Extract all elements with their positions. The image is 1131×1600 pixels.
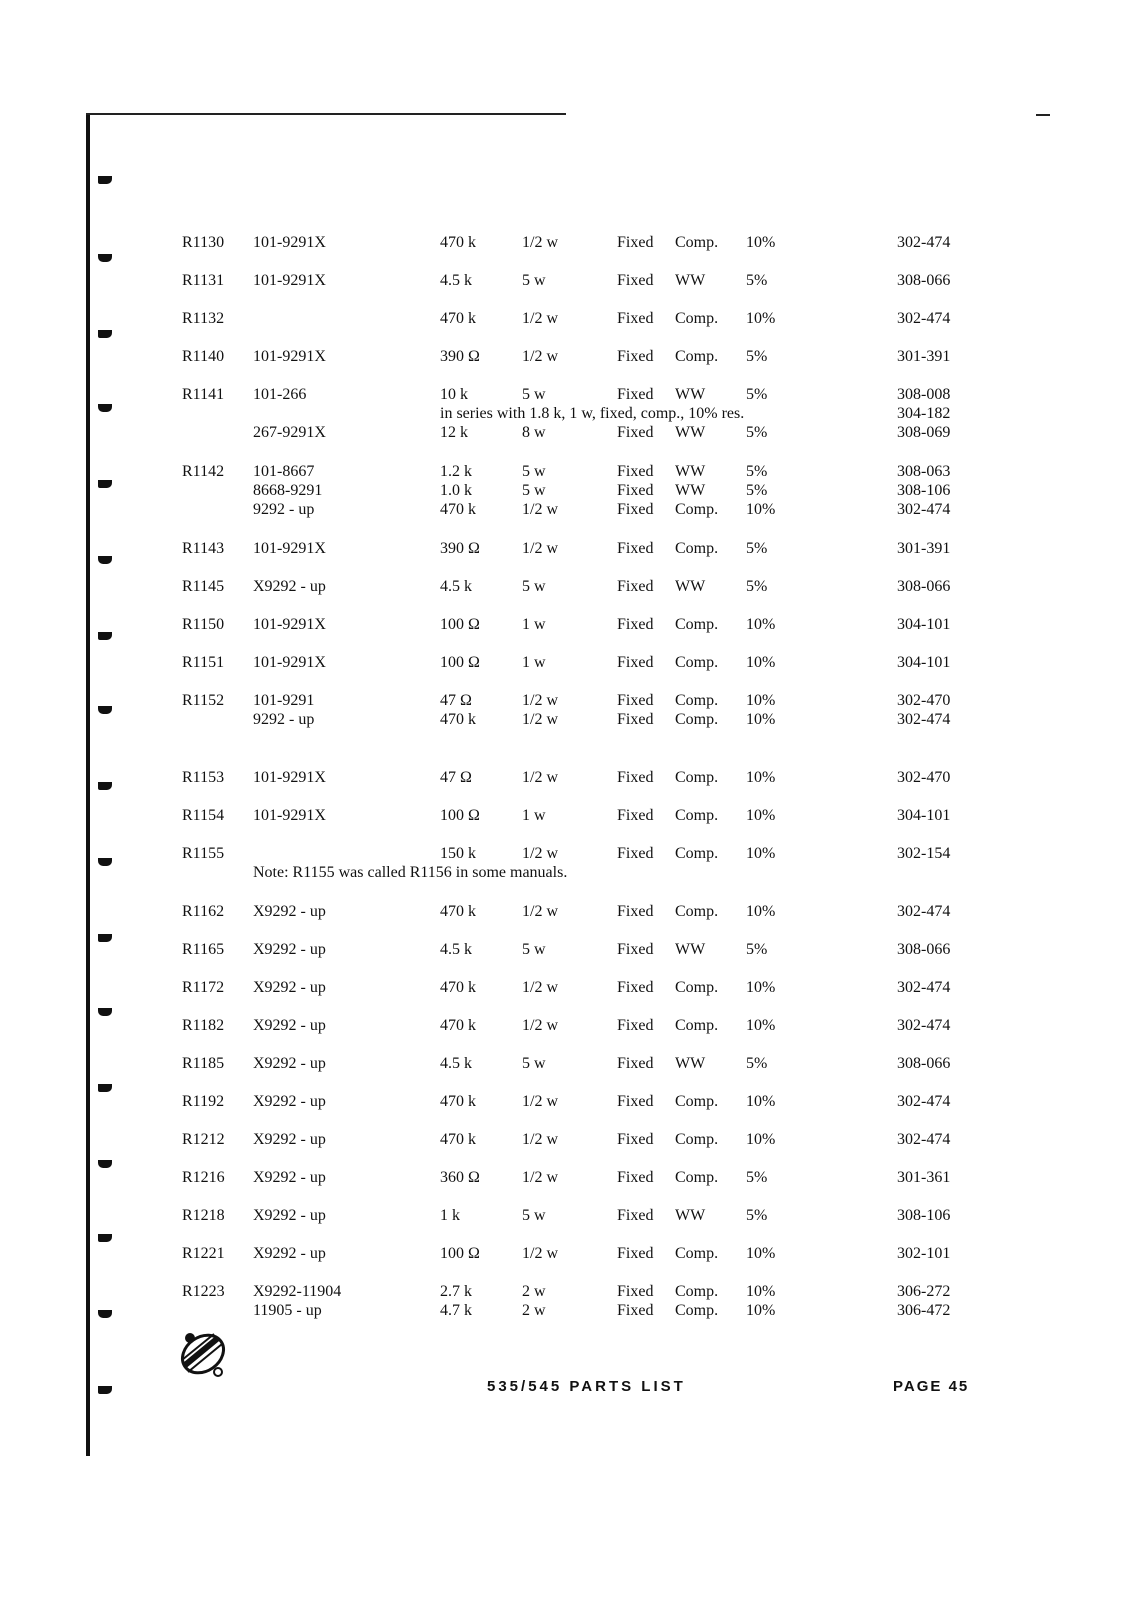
serial-number-range: 101-8667 — [253, 463, 315, 480]
resistor-type: Fixed — [617, 941, 654, 958]
tolerance: 5% — [746, 941, 768, 958]
resistor-material: Comp. — [675, 1302, 719, 1319]
circuit-reference: R1130 — [182, 234, 225, 251]
resistor-type: Fixed — [617, 1245, 654, 1262]
resistance-value: 390 Ω — [440, 540, 480, 557]
part-number: 308-008 — [897, 386, 951, 403]
part-number: 308-066 — [897, 578, 951, 595]
resistor-material: WW — [675, 482, 706, 499]
page-number: PAGE 45 — [893, 1378, 970, 1395]
resistor-material: Comp. — [675, 903, 719, 920]
tolerance: 5% — [746, 578, 768, 595]
circuit-reference: R1172 — [182, 979, 225, 996]
part-number: 302-474 — [897, 903, 951, 920]
part-number: 308-066 — [897, 941, 951, 958]
tolerance: 5% — [746, 1169, 768, 1186]
resistance-value: 1.0 k — [440, 482, 472, 499]
tolerance: 10% — [746, 845, 776, 862]
tolerance: 5% — [746, 463, 768, 480]
resistance-value: 47 Ω — [440, 769, 472, 786]
part-line — [0, 978, 1131, 997]
circuit-reference: R1212 — [182, 1131, 225, 1148]
resistor-type: Fixed — [617, 578, 654, 595]
wattage: 1/2 w — [522, 348, 558, 365]
resistor-material: WW — [675, 1055, 706, 1072]
tolerance: 5% — [746, 540, 768, 557]
wattage: 1/2 w — [522, 769, 558, 786]
part-line — [0, 940, 1131, 959]
part-number: 308-069 — [897, 424, 951, 441]
resistor-type: Fixed — [617, 654, 654, 671]
part-number: 302-470 — [897, 769, 951, 786]
serial-number-range: X9292 - up — [253, 1017, 326, 1034]
resistor-type: Fixed — [617, 979, 654, 996]
resistor-material: Comp. — [675, 1017, 719, 1034]
serial-number-range: 101-9291X — [253, 769, 326, 786]
serial-number-range: X9292 - up — [253, 903, 326, 920]
part-number: 308-066 — [897, 272, 951, 289]
resistor-type: Fixed — [617, 501, 654, 518]
resistance-value: 360 Ω — [440, 1169, 480, 1186]
wattage: 2 w — [522, 1283, 546, 1300]
serial-number-range: X9292-11904 — [253, 1283, 342, 1300]
serial-number-range: 267-9291X — [253, 424, 326, 441]
serial-number-range: 101-9291X — [253, 654, 326, 671]
part-line — [0, 863, 1131, 882]
circuit-reference: R1221 — [182, 1245, 225, 1262]
resistor-material: Comp. — [675, 616, 719, 633]
wattage: 1/2 w — [522, 540, 558, 557]
serial-number-range: 101-9291 — [253, 692, 315, 709]
part-line — [0, 347, 1131, 366]
tolerance: 5% — [746, 348, 768, 365]
resistor-type: Fixed — [617, 1017, 654, 1034]
serial-number-range: 11905 - up — [253, 1302, 322, 1319]
part-number: 308-063 — [897, 463, 951, 480]
part-number: 304-101 — [897, 616, 951, 633]
resistor-material: WW — [675, 941, 706, 958]
resistor-material: WW — [675, 463, 706, 480]
part-line — [0, 710, 1131, 729]
serial-number-range: 9292 - up — [253, 501, 315, 518]
part-line — [0, 615, 1131, 634]
part-line — [0, 577, 1131, 596]
circuit-reference: R1185 — [182, 1055, 225, 1072]
wattage: 1/2 w — [522, 1131, 558, 1148]
resistor-type: Fixed — [617, 616, 654, 633]
tolerance: 10% — [746, 1283, 776, 1300]
resistance-value: 100 Ω — [440, 654, 480, 671]
part-line — [0, 539, 1131, 558]
circuit-reference: R1152 — [182, 692, 225, 709]
resistor-material: Comp. — [675, 711, 719, 728]
resistor-type: Fixed — [617, 310, 654, 327]
part-line — [0, 500, 1131, 519]
resistor-type: Fixed — [617, 540, 654, 557]
wattage: 1/2 w — [522, 692, 558, 709]
part-number: 308-106 — [897, 482, 951, 499]
circuit-reference: R1218 — [182, 1207, 225, 1224]
tolerance: 5% — [746, 272, 768, 289]
resistance-value: 470 k — [440, 501, 476, 518]
resistance-value: 470 k — [440, 1131, 476, 1148]
part-number: 302-154 — [897, 845, 951, 862]
resistor-type: Fixed — [617, 1131, 654, 1148]
resistance-value: 470 k — [440, 1017, 476, 1034]
resistor-type: Fixed — [617, 234, 654, 251]
tolerance: 5% — [746, 482, 768, 499]
part-number: 304-101 — [897, 807, 951, 824]
circuit-reference: R1154 — [182, 807, 225, 824]
tolerance: 10% — [746, 711, 776, 728]
part-number: 302-474 — [897, 501, 951, 518]
circuit-reference: R1131 — [182, 272, 225, 289]
resistor-material: Comp. — [675, 1093, 719, 1110]
part-number: 302-474 — [897, 234, 951, 251]
serial-number-range: 101-9291X — [253, 807, 326, 824]
resistance-value: 100 Ω — [440, 1245, 480, 1262]
serial-number-range: X9292 - up — [253, 979, 326, 996]
serial-number-range: 101-9291X — [253, 540, 326, 557]
part-number: 308-066 — [897, 1055, 951, 1072]
part-line — [0, 404, 1131, 423]
wattage: 1/2 w — [522, 711, 558, 728]
resistor-material: WW — [675, 578, 706, 595]
part-number: 304-101 — [897, 654, 951, 671]
wattage: 5 w — [522, 482, 546, 499]
serial-number-range: X9292 - up — [253, 1093, 326, 1110]
resistance-value: 100 Ω — [440, 616, 480, 633]
tolerance: 5% — [746, 424, 768, 441]
resistor-material: Comp. — [675, 1131, 719, 1148]
resistor-material: Comp. — [675, 654, 719, 671]
tolerance: 10% — [746, 807, 776, 824]
part-line — [0, 806, 1131, 825]
serial-number-range: 101-9291X — [253, 272, 326, 289]
tolerance: 5% — [746, 386, 768, 403]
resistor-material: Comp. — [675, 979, 719, 996]
serial-number-range: X9292 - up — [253, 1169, 326, 1186]
wattage: 8 w — [522, 424, 546, 441]
part-number: 302-101 — [897, 1245, 951, 1262]
part-line — [0, 423, 1131, 442]
resistor-type: Fixed — [617, 463, 654, 480]
resistor-material: Comp. — [675, 348, 719, 365]
part-line — [0, 271, 1131, 290]
resistor-type: Fixed — [617, 769, 654, 786]
circuit-reference: R1223 — [182, 1283, 225, 1300]
circuit-reference: R1155 — [182, 845, 225, 862]
footer-title: 535/545 PARTS LIST — [487, 1378, 686, 1395]
tolerance: 10% — [746, 1131, 776, 1148]
tolerance: 10% — [746, 903, 776, 920]
wattage: 5 w — [522, 272, 546, 289]
wattage: 2 w — [522, 1302, 546, 1319]
circuit-reference: R1141 — [182, 386, 225, 403]
tolerance: 10% — [746, 1093, 776, 1110]
part-line — [0, 1092, 1131, 1111]
part-number: 302-474 — [897, 711, 951, 728]
resistor-material: WW — [675, 1207, 706, 1224]
wattage: 5 w — [522, 578, 546, 595]
resistor-material: WW — [675, 386, 706, 403]
resistor-type: Fixed — [617, 386, 654, 403]
resistance-value: 100 Ω — [440, 807, 480, 824]
part-line — [0, 653, 1131, 672]
circuit-reference: R1150 — [182, 616, 225, 633]
resistor-type: Fixed — [617, 1283, 654, 1300]
resistance-value: 4.7 k — [440, 1302, 472, 1319]
wattage: 1/2 w — [522, 234, 558, 251]
tolerance: 5% — [746, 1055, 768, 1072]
circuit-reference: R1165 — [182, 941, 225, 958]
resistor-type: Fixed — [617, 348, 654, 365]
resistance-value: 470 k — [440, 1093, 476, 1110]
resistance-value: 4.5 k — [440, 1055, 472, 1072]
resistance-value: 4.5 k — [440, 941, 472, 958]
wattage: 5 w — [522, 1055, 546, 1072]
serial-number-range: X9292 - up — [253, 941, 326, 958]
part-line — [0, 1206, 1131, 1225]
part-line — [0, 1016, 1131, 1035]
part-number: 302-474 — [897, 1017, 951, 1034]
resistor-type: Fixed — [617, 711, 654, 728]
part-number: 306-472 — [897, 1302, 951, 1319]
part-line — [0, 1244, 1131, 1263]
resistance-value: 470 k — [440, 711, 476, 728]
part-number: 306-272 — [897, 1283, 951, 1300]
part-line — [0, 691, 1131, 710]
resistor-type: Fixed — [617, 1055, 654, 1072]
part-note: Note: R1155 was called R1156 in some manuals. — [253, 864, 568, 881]
circuit-reference: R1132 — [182, 310, 225, 327]
part-number: 304-182 — [897, 405, 951, 422]
part-number: 301-391 — [897, 348, 951, 365]
resistor-material: Comp. — [675, 540, 719, 557]
wattage: 1 w — [522, 616, 546, 633]
resistor-material: Comp. — [675, 1169, 719, 1186]
serial-number-range: 8668-9291 — [253, 482, 323, 499]
tolerance: 5% — [746, 1207, 768, 1224]
resistance-value: 470 k — [440, 979, 476, 996]
tolerance: 10% — [746, 979, 776, 996]
tolerance: 10% — [746, 616, 776, 633]
part-line — [0, 1130, 1131, 1149]
wattage: 1 w — [522, 807, 546, 824]
resistor-material: Comp. — [675, 310, 719, 327]
wattage: 5 w — [522, 1207, 546, 1224]
circuit-reference: R1143 — [182, 540, 225, 557]
resistance-value: 4.5 k — [440, 272, 472, 289]
resistor-type: Fixed — [617, 845, 654, 862]
part-line — [0, 1054, 1131, 1073]
resistor-material: Comp. — [675, 769, 719, 786]
serial-number-range: 9292 - up — [253, 711, 315, 728]
series-note: in series with 1.8 k, 1 w, fixed, comp., 10% res. — [440, 405, 745, 422]
part-number: 301-361 — [897, 1169, 951, 1186]
resistor-type: Fixed — [617, 1302, 654, 1319]
resistance-value: 1 k — [440, 1207, 460, 1224]
part-line — [0, 481, 1131, 500]
serial-number-range: X9292 - up — [253, 1055, 326, 1072]
wattage: 1/2 w — [522, 310, 558, 327]
wattage: 1/2 w — [522, 1245, 558, 1262]
serial-number-range: 101-9291X — [253, 348, 326, 365]
serial-number-range: X9292 - up — [253, 1207, 326, 1224]
tektronix-logo — [174, 1326, 232, 1382]
tolerance: 10% — [746, 310, 776, 327]
resistor-material: Comp. — [675, 234, 719, 251]
serial-number-range: 101-9291X — [253, 234, 326, 251]
part-line — [0, 1168, 1131, 1187]
resistance-value: 470 k — [440, 234, 476, 251]
circuit-reference: R1140 — [182, 348, 225, 365]
tolerance: 10% — [746, 1302, 776, 1319]
part-line — [0, 309, 1131, 328]
resistance-value: 2.7 k — [440, 1283, 472, 1300]
resistance-value: 10 k — [440, 386, 468, 403]
wattage: 1/2 w — [522, 903, 558, 920]
serial-number-range: 101-266 — [253, 386, 307, 403]
tolerance: 10% — [746, 692, 776, 709]
tolerance: 10% — [746, 654, 776, 671]
part-number: 308-106 — [897, 1207, 951, 1224]
resistor-type: Fixed — [617, 692, 654, 709]
circuit-reference: R1153 — [182, 769, 225, 786]
resistance-value: 150 k — [440, 845, 476, 862]
part-number: 302-470 — [897, 692, 951, 709]
circuit-reference: R1162 — [182, 903, 225, 920]
resistor-material: Comp. — [675, 1245, 719, 1262]
resistance-value: 390 Ω — [440, 348, 480, 365]
tolerance: 10% — [746, 1245, 776, 1262]
resistor-type: Fixed — [617, 1093, 654, 1110]
tolerance: 10% — [746, 501, 776, 518]
resistor-type: Fixed — [617, 482, 654, 499]
wattage: 1/2 w — [522, 1093, 558, 1110]
circuit-reference: R1192 — [182, 1093, 225, 1110]
resistance-value: 4.5 k — [440, 578, 472, 595]
part-line — [0, 768, 1131, 787]
part-number: 301-391 — [897, 540, 951, 557]
circuit-reference: R1182 — [182, 1017, 225, 1034]
part-line — [0, 385, 1131, 404]
wattage: 1/2 w — [522, 501, 558, 518]
circuit-reference: R1145 — [182, 578, 225, 595]
resistance-value: 12 k — [440, 424, 468, 441]
wattage: 1 w — [522, 654, 546, 671]
circuit-reference: R1216 — [182, 1169, 225, 1186]
resistor-material: Comp. — [675, 692, 719, 709]
serial-number-range: X9292 - up — [253, 1245, 326, 1262]
part-number: 302-474 — [897, 979, 951, 996]
part-number: 302-474 — [897, 1131, 951, 1148]
part-line — [0, 233, 1131, 252]
resistor-material: Comp. — [675, 807, 719, 824]
resistor-type: Fixed — [617, 424, 654, 441]
resistor-type: Fixed — [617, 272, 654, 289]
resistor-type: Fixed — [617, 903, 654, 920]
wattage: 1/2 w — [522, 845, 558, 862]
part-number: 302-474 — [897, 1093, 951, 1110]
wattage: 1/2 w — [522, 1017, 558, 1034]
resistor-type: Fixed — [617, 807, 654, 824]
wattage: 1/2 w — [522, 1169, 558, 1186]
resistor-type: Fixed — [617, 1207, 654, 1224]
wattage: 5 w — [522, 941, 546, 958]
serial-number-range: X9292 - up — [253, 578, 326, 595]
part-line — [0, 1301, 1131, 1320]
resistor-material: Comp. — [675, 1283, 719, 1300]
part-line — [0, 1282, 1131, 1301]
resistance-value: 1.2 k — [440, 463, 472, 480]
resistor-type: Fixed — [617, 1169, 654, 1186]
circuit-reference: R1151 — [182, 654, 225, 671]
tolerance: 10% — [746, 1017, 776, 1034]
resistance-value: 47 Ω — [440, 692, 472, 709]
part-line — [0, 902, 1131, 921]
serial-number-range: 101-9291X — [253, 616, 326, 633]
circuit-reference: R1142 — [182, 463, 225, 480]
wattage: 5 w — [522, 463, 546, 480]
part-line — [0, 462, 1131, 481]
part-line — [0, 844, 1131, 863]
wattage: 5 w — [522, 386, 546, 403]
serial-number-range: X9292 - up — [253, 1131, 326, 1148]
tolerance: 10% — [746, 769, 776, 786]
resistance-value: 470 k — [440, 903, 476, 920]
part-number: 302-474 — [897, 310, 951, 327]
resistor-material: WW — [675, 272, 706, 289]
resistance-value: 470 k — [440, 310, 476, 327]
resistor-material: Comp. — [675, 501, 719, 518]
resistor-material: WW — [675, 424, 706, 441]
wattage: 1/2 w — [522, 979, 558, 996]
resistor-material: Comp. — [675, 845, 719, 862]
tolerance: 10% — [746, 234, 776, 251]
